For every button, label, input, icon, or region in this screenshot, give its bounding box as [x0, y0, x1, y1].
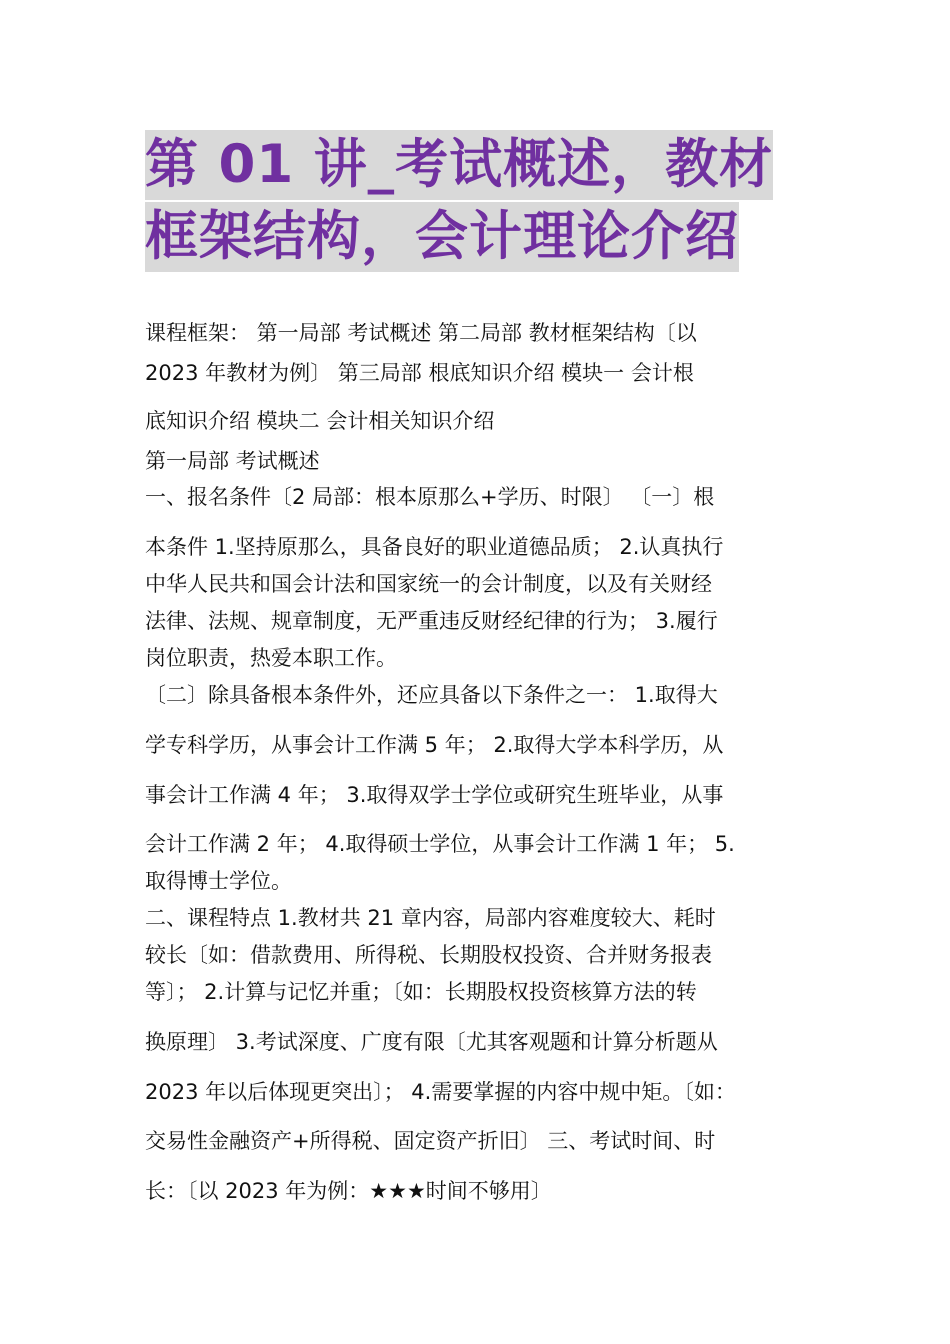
body-line: 岗位职责，热爱本职工作。: [145, 646, 397, 670]
body-line: 较长〔如：借款费用、所得税、长期股权投资、合并财务报表: [145, 943, 712, 967]
body-line: 会计工作满 2 年； 4.取得硕士学位，从事会计工作满 1 年； 5.: [145, 832, 735, 856]
title-line-2: 框架结构，会计理论介绍: [145, 202, 739, 272]
body-line: 换原理〕 3.考试深度、广度有限〔尤其客观题和计算分析题从: [145, 1030, 718, 1054]
body-line: 等〕； 2.计算与记忆并重；〔如：长期股权投资核算方法的转: [145, 980, 697, 1004]
body-line: 学专科学历，从事会计工作满 5 年； 2.取得大学本科学历，从: [145, 733, 724, 757]
body-line: 2023 年教材为例〕 第三局部 根底知识介绍 模块一 会计根: [145, 361, 694, 385]
body-line: 课程框架： 第一局部 考试概述 第二局部 教材框架结构〔以: [145, 321, 697, 345]
body-line: 长：〔以 2023 年为例：★★★时间不够用〕: [145, 1179, 552, 1203]
body-line: 底知识介绍 模块二 会计相关知识介绍: [145, 409, 495, 433]
body-line: 本条件 1.坚持原那么，具备良好的职业道德品质； 2.认真执行: [145, 535, 724, 559]
body-line: 中华人民共和国会计法和国家统一的会计制度，以及有关财经: [145, 572, 712, 596]
body-line: 一、报名条件〔2 局部：根本原那么+学历、时限〕 〔一〕根: [145, 485, 715, 509]
body-line: 事会计工作满 4 年； 3.取得双学士学位或研究生班毕业，从事: [145, 783, 724, 807]
document-title: [145, 130, 810, 274]
body-line: 二、课程特点 1.教材共 21 章内容，局部内容难度较大、耗时: [145, 906, 716, 930]
body-line: 取得博士学位。: [145, 869, 292, 893]
title-line-1: 第 01 讲_考试概述，教材: [145, 130, 773, 200]
body-line: 〔二〕除具备根本条件外，还应具备以下条件之一： 1.取得大: [145, 683, 718, 707]
body-line: 交易性金融资产+所得税、固定资产折旧〕 三、考试时间、时: [145, 1129, 716, 1153]
body-line: 2023 年以后体现更突出〕； 4.需要掌握的内容中规中矩。〔如：: [145, 1080, 736, 1104]
section-heading: 第一局部 考试概述: [145, 449, 320, 473]
body-line: 法律、法规、规章制度，无严重违反财经纪律的行为； 3.履行: [145, 609, 718, 633]
